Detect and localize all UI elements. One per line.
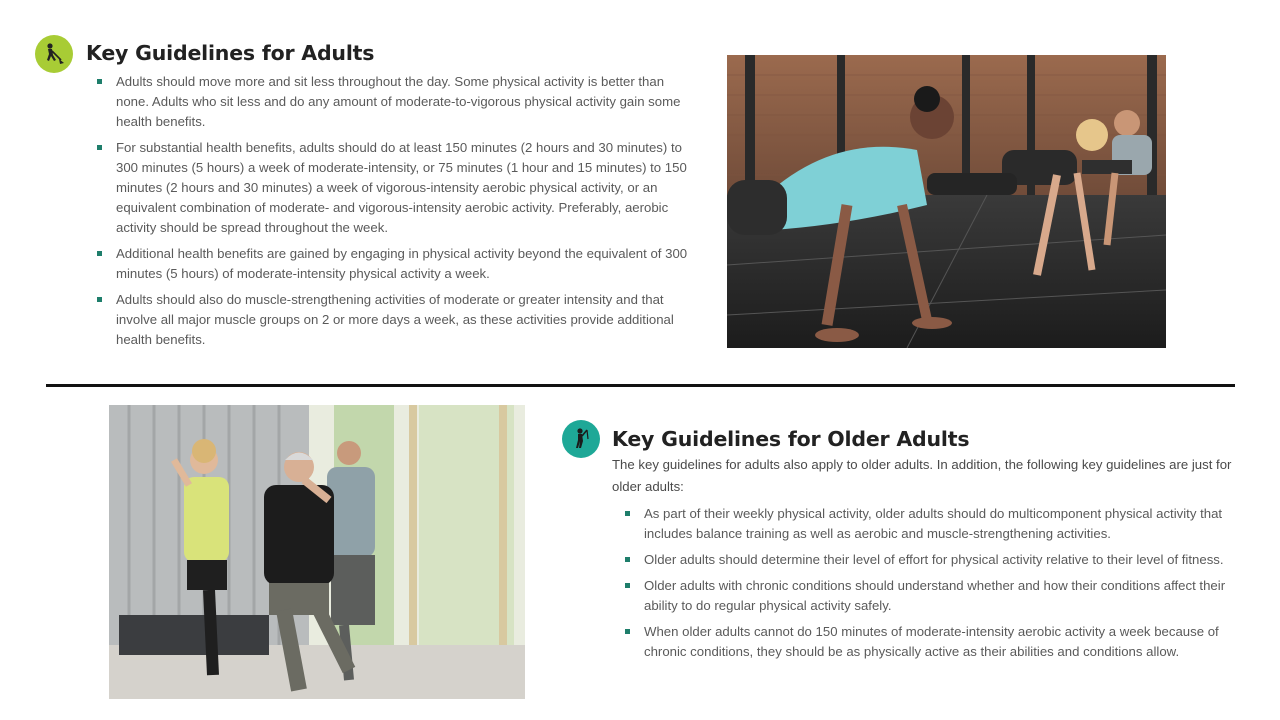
person-golfing-icon bbox=[562, 420, 600, 458]
older-adults-heading: Key Guidelines for Older Adults bbox=[612, 427, 970, 451]
list-item: Older adults should determine their level of effort for physical activity relative to their level of fitness. bbox=[624, 550, 1234, 570]
list-item: When older adults cannot do 150 minutes of moderate-intensity aerobic activity a week because of chronic conditions, they should be as physically active as their abilities and conditions allow. bbox=[624, 622, 1234, 662]
adults-guidelines-list bbox=[96, 72, 698, 356]
person-shoveling-icon bbox=[35, 35, 73, 73]
list-item: Adults should move more and sit less throughout the day. Some physical activity is better than none. Adults who sit less and do any amount of moderate-to-vigorous physical activity gain some health benefits. bbox=[96, 72, 698, 132]
older-adults-intro: The key guidelines for adults also apply to older adults. In addition, the following key guidelines are just for older adults: bbox=[612, 457, 1232, 494]
older-adults-exercising-photo bbox=[109, 405, 525, 699]
people-doing-planks-photo bbox=[727, 55, 1166, 348]
older-adults-guidelines-list bbox=[624, 504, 1234, 668]
list-item: Adults should also do muscle-strengthening activities of moderate or greater intensity and that involve all major muscle groups on 2 or more days a week, as these activities provide additional health benefits. bbox=[96, 290, 698, 350]
list-item: As part of their weekly physical activity, older adults should do multicomponent physical activity that includes balance training as well as aerobic and muscle-strengthening activities. bbox=[624, 504, 1234, 544]
list-item: Older adults with chronic conditions should understand whether and how their conditions affect their ability to do regular physical activity safely. bbox=[624, 576, 1234, 616]
list-item: Additional health benefits are gained by engaging in physical activity beyond the equivalent of 300 minutes (5 hours) of moderate-intensity physical activity a week. bbox=[96, 244, 698, 284]
adults-heading: Key Guidelines for Adults bbox=[86, 41, 375, 65]
section-divider bbox=[46, 384, 1235, 387]
list-item: For substantial health benefits, adults should do at least 150 minutes (2 hours and 30 minutes) to 300 minutes (5 hours) a week of moderate-intensity, or 75 minutes (1 hour and 15 minutes) to 150 minutes (2 hours and 30 minutes) a week of vigorous-intensity aerobic physical activity, or an equivalent combination of moderate- and vigorous-intensity aerobic activity. Preferably, aerobic activity should be spread throughout the week. bbox=[96, 138, 698, 238]
